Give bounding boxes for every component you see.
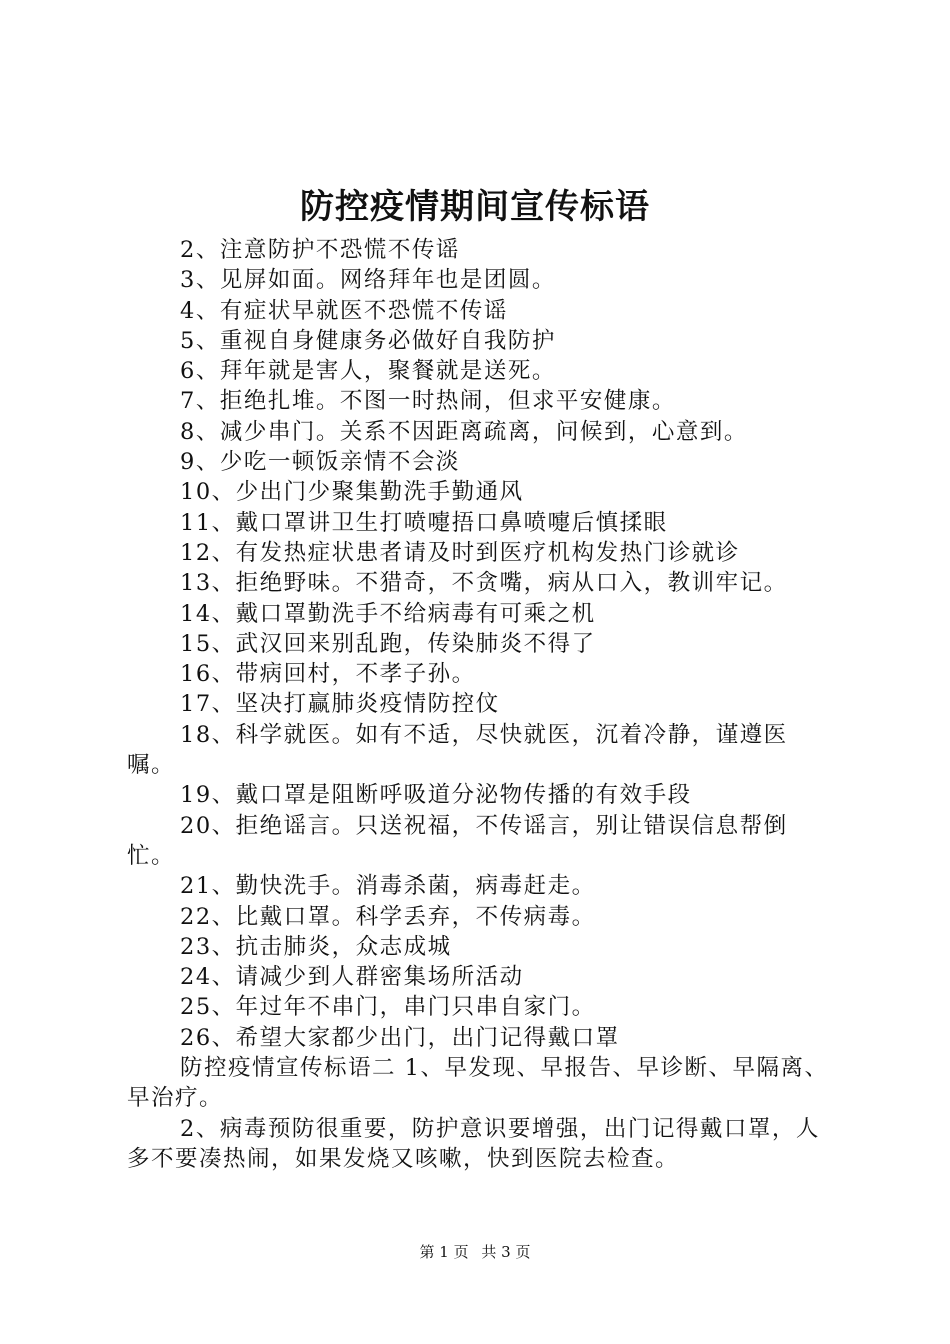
slogan-paragraph: 12、有发热症状患者请及时到医疗机构发热门诊就诊 bbox=[180, 539, 740, 566]
document-body bbox=[127, 235, 833, 1174]
slogan-paragraph: 16、带病回村，不孝子孙。 bbox=[180, 661, 476, 688]
slogan-paragraph: 14、戴口罩勤洗手不给病毒有可乘之机 bbox=[180, 600, 596, 627]
slogan-paragraph: 24、请减少到人群密集场所活动 bbox=[180, 964, 524, 991]
slogan-paragraph: 9、少吃一顿饭亲情不会淡 bbox=[180, 449, 460, 476]
slogan-paragraph: 20、拒绝谣言。只送祝福，不传谣言，别让错误信息帮倒忙。 bbox=[127, 812, 788, 869]
slogan-paragraph: 26、希望大家都少出门，出门记得戴口罩 bbox=[180, 1024, 620, 1051]
slogan-paragraph: 19、戴口罩是阻断呼吸道分泌物传播的有效手段 bbox=[180, 782, 692, 809]
page-footer bbox=[0, 1242, 950, 1262]
slogan-paragraph: 15、武汉回来别乱跑，传染肺炎不得了 bbox=[180, 630, 596, 657]
slogan-paragraph: 2、注意防护不恐慌不传谣 bbox=[180, 237, 460, 263]
slogan-paragraph: 17、坚决打赢肺炎疫情防控伩 bbox=[180, 691, 500, 718]
slogan-paragraph: 防控疫情宣传标语二 1、早发现、早报告、早诊断、早隔离、早治疗。 bbox=[127, 1055, 829, 1112]
page-total: 共 3 页 bbox=[481, 1243, 531, 1261]
slogan-paragraph: 10、少出门少聚集勤洗手勤通风 bbox=[180, 479, 524, 506]
slogan-paragraph: 2、病毒预防很重要，防护意识要增强，出门记得戴口罩，人多不要凑热闹，如果发烧又咳嗽，快到医院去检查。 bbox=[127, 1115, 820, 1172]
slogan-paragraph: 25、年过年不串门，串门只串自家门。 bbox=[180, 994, 596, 1021]
slogan-paragraph: 22、比戴口罩。科学丢弃，不传病毒。 bbox=[180, 903, 596, 930]
slogan-paragraph: 6、拜年就是害人，聚餐就是送死。 bbox=[180, 358, 556, 385]
document-title: 防控疫情期间宣传标语 bbox=[300, 187, 650, 227]
slogan-paragraph: 7、拒绝扎堆。不图一时热闹，但求平安健康。 bbox=[180, 388, 676, 415]
slogan-paragraph: 23、抗击肺炎，众志成城 bbox=[180, 933, 452, 960]
slogan-paragraph: 5、重视自身健康务必做好自我防护 bbox=[180, 327, 556, 354]
slogan-paragraph: 4、有症状早就医不恐慌不传谣 bbox=[180, 297, 508, 324]
slogan-paragraph: 13、拒绝野味。不猎奇，不贪嘴，病从口入，教训牢记。 bbox=[180, 570, 788, 597]
slogan-paragraph: 11、戴口罩讲卫生打喷嚏捂口鼻喷嚏后慎揉眼 bbox=[180, 509, 668, 536]
slogan-paragraph: 18、科学就医。如有不适，尽快就医，沉着冷静，谨遵医嘱。 bbox=[127, 721, 788, 779]
page-number: 第 1 页 bbox=[419, 1243, 469, 1261]
slogan-paragraph: 8、减少串门。关系不因距离疏离，问候到，心意到。 bbox=[180, 418, 748, 445]
slogan-paragraph: 21、勤快洗手。消毒杀菌，病毒赶走。 bbox=[180, 873, 596, 900]
slogan-paragraph: 3、见屏如面。网络拜年也是团圆。 bbox=[180, 267, 556, 294]
